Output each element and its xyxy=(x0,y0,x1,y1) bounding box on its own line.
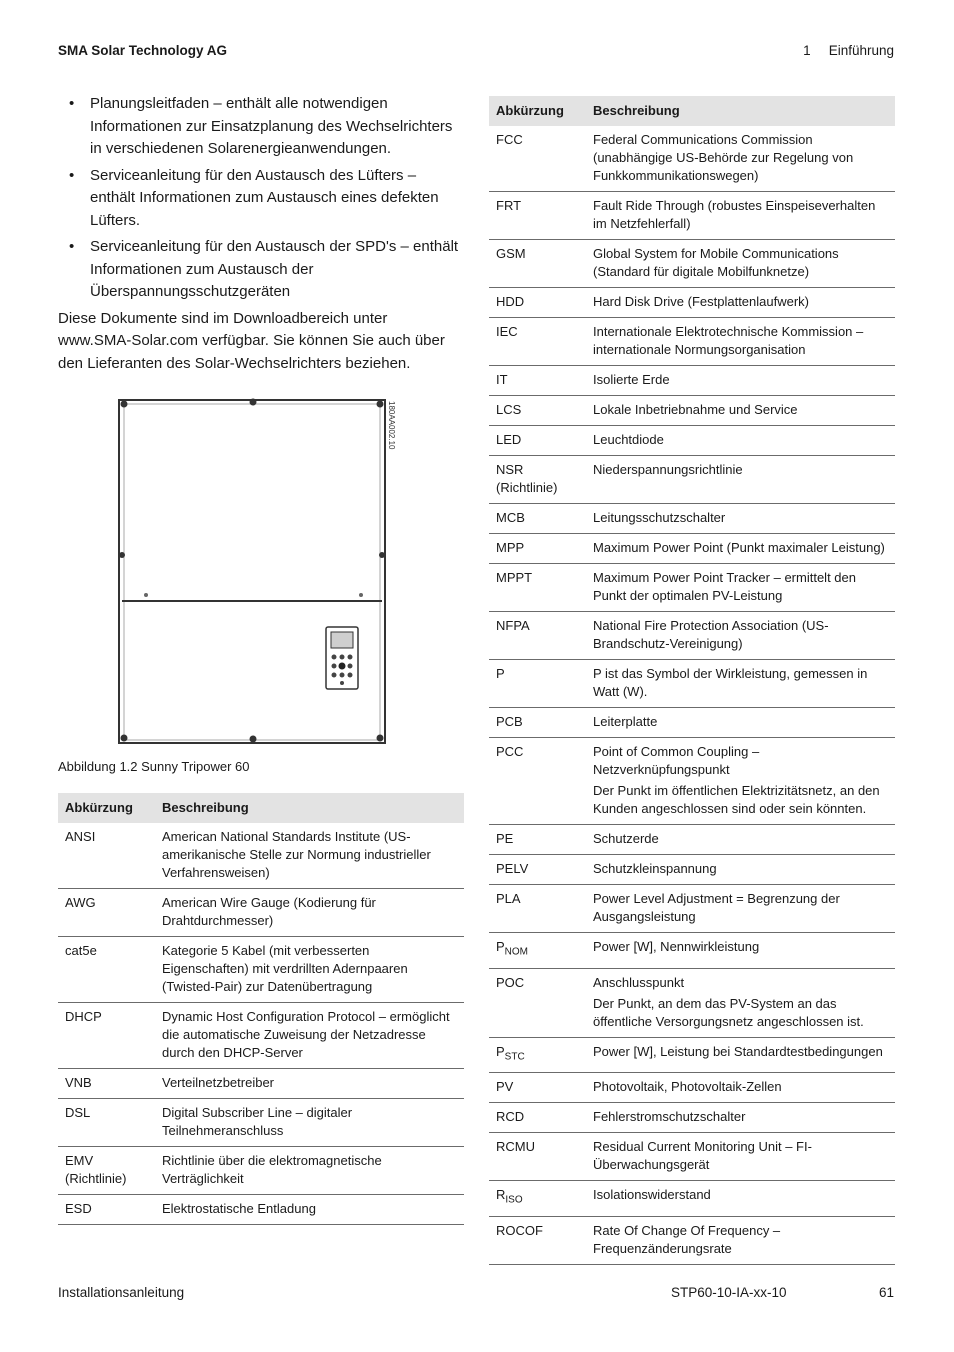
abbreviation-text: P xyxy=(496,666,505,681)
abbreviation-text: ROCOF xyxy=(496,1222,543,1238)
table-row xyxy=(489,318,895,366)
description-text-secondary: Der Punkt im öffentlichen Elektrizitätsnetz, an den Kunden angeschlossen sind oder sein könnten. xyxy=(593,783,880,816)
chapter-number: 1 xyxy=(803,43,811,58)
table-row xyxy=(489,612,895,660)
abbreviation-cell xyxy=(489,1133,586,1181)
abbreviation-cell xyxy=(489,1181,586,1217)
table-row xyxy=(489,738,895,825)
table-row xyxy=(58,1195,464,1225)
abbreviation-cell xyxy=(58,823,155,889)
table-row xyxy=(489,192,895,240)
abbreviation-text: FRT xyxy=(496,198,522,213)
abbreviation-cell xyxy=(489,318,586,366)
inverter-figure xyxy=(116,395,409,747)
chapter-title: Einführung xyxy=(828,43,894,58)
description-text: Richtlinie über die elektromagnetische Verträglichkeit xyxy=(162,1153,382,1186)
abbreviation-text: GSM xyxy=(496,246,526,261)
abbreviation-cell xyxy=(489,396,586,426)
description-cell xyxy=(155,823,464,889)
description-text: Leuchtdiode xyxy=(593,432,664,447)
table-row xyxy=(489,534,895,564)
description-text: Schutzkleinspannung xyxy=(593,861,717,876)
description-text: Dynamic Host Configuration Protocol – ermöglicht die automatische Zuweisung der Netzadresse durch den DHCP-Server xyxy=(162,1009,450,1060)
description-text: Fault Ride Through (robustes Einspeiseverhalten im Netzfehlerfall) xyxy=(593,198,876,231)
table-row xyxy=(489,855,895,885)
abbreviation-cell xyxy=(489,968,586,1037)
abbreviation-text: MPPT xyxy=(496,570,533,585)
page-number: 61 xyxy=(878,1285,894,1300)
abbreviation-cell xyxy=(58,1069,155,1099)
description-text: Internationale Elektrotechnische Kommission – internationale Normungsorganisation xyxy=(593,324,864,357)
description-text: Rate Of Change Of Frequency – Frequenzänderungsrate xyxy=(593,1222,781,1256)
table-row xyxy=(489,426,895,456)
description-text: Lokale Inbetriebnahme und Service xyxy=(593,402,798,417)
abbreviation-text: EMV (Richtlinie) xyxy=(65,1153,127,1186)
description-text: Point of Common Coupling – Netzverknüpfungspunkt xyxy=(593,744,760,777)
description-cell xyxy=(586,564,895,612)
abbreviation-text: cat5e xyxy=(65,943,97,958)
description-text: Photovoltaik, Photovoltaik-Zellen xyxy=(593,1079,782,1095)
table-row xyxy=(489,126,895,192)
description-text-secondary: Der Punkt, an dem das PV-System an das öffentliche Versorgungsnetz angeschlossen ist. xyxy=(593,995,864,1029)
abbreviation-cell xyxy=(489,366,586,396)
table-row xyxy=(489,1133,895,1181)
abbreviation-text: PLA xyxy=(496,891,521,906)
description-cell xyxy=(155,1099,464,1147)
list-item: • Planungsleitfaden – enthält alle notwendigen Informationen zur Einsatzplanung des Wechselrichters in verschiedenen Solarenergieanwendungen. xyxy=(58,93,464,161)
abbreviation-cell xyxy=(489,612,586,660)
description-cell xyxy=(586,885,895,933)
description-text: Maximum Power Point Tracker – ermittelt den Punkt der optimalen PV-Leistung xyxy=(593,570,856,603)
table-row xyxy=(489,933,895,969)
description-cell xyxy=(586,612,895,660)
description-text: Kategorie 5 Kabel (mit verbesserten Eigenschaften) mit verdrillten Adernpaaren (Twisted-Pair) zur Datenübertragung xyxy=(162,943,408,994)
description-cell xyxy=(155,1147,464,1195)
description-cell xyxy=(586,1133,895,1181)
description-text: Fehlerstromschutzschalter xyxy=(593,1109,746,1125)
abbreviation-text: IEC xyxy=(496,324,518,339)
table-row xyxy=(489,968,895,1037)
table-row xyxy=(489,1181,895,1217)
header-description: Beschreibung xyxy=(155,793,464,823)
table-row xyxy=(489,708,895,738)
abbreviation-cell xyxy=(489,504,586,534)
description-cell xyxy=(586,366,895,396)
header-company: SMA Solar Technology AG xyxy=(58,43,228,58)
abbreviation-cell xyxy=(58,1003,155,1069)
table-row xyxy=(489,396,895,426)
description-cell xyxy=(586,396,895,426)
abbreviation-cell xyxy=(58,889,155,937)
list-item: • Serviceanleitung für den Austausch des Lüfters – enthält Informationen zum Austausch eines defekten Lüfters. xyxy=(58,165,464,233)
description-text: Power [W], Nennwirkleistung xyxy=(593,939,760,954)
abbreviation-text: LCS xyxy=(496,402,522,417)
abbreviation-text: PV xyxy=(496,1079,514,1095)
table-row xyxy=(489,240,895,288)
description-cell xyxy=(586,825,895,855)
description-text: Isolationswiderstand xyxy=(593,1187,711,1203)
header-description: Beschreibung xyxy=(586,96,895,126)
description-cell xyxy=(155,937,464,1003)
table-row xyxy=(489,660,895,708)
document-list xyxy=(58,93,464,304)
table-row xyxy=(489,456,895,504)
abbreviation-text: ANSI xyxy=(65,829,96,844)
abbreviation-text: POC xyxy=(496,974,525,990)
description-cell xyxy=(586,708,895,738)
abbreviation-cell xyxy=(489,1037,586,1073)
description-text: Schutzerde xyxy=(593,831,659,846)
abbreviation-text: HDD xyxy=(496,294,525,309)
description-cell xyxy=(586,1216,895,1264)
footer-doc-type: Installationsanleitung xyxy=(58,1285,185,1300)
abbreviation-cell xyxy=(489,660,586,708)
description-text: National Fire Protection Association (US-Brandschutz-Vereinigung) xyxy=(593,618,829,651)
table-row xyxy=(58,937,464,1003)
description-cell xyxy=(586,456,895,504)
abbreviation-subscript: ISO xyxy=(505,1194,523,1206)
abbreviation-table-right xyxy=(489,96,895,1265)
abbreviation-text: ESD xyxy=(65,1201,92,1216)
abbreviation-text: PE xyxy=(496,831,514,846)
table-row xyxy=(489,1073,895,1103)
abbreviation-cell xyxy=(489,534,586,564)
description-cell xyxy=(155,1195,464,1225)
abbreviation-text: AWG xyxy=(65,895,96,910)
table-row xyxy=(489,564,895,612)
description-cell xyxy=(586,288,895,318)
description-cell xyxy=(586,1103,895,1133)
description-text: Elektrostatische Entladung xyxy=(162,1201,316,1216)
abbreviation-cell xyxy=(489,426,586,456)
description-cell xyxy=(586,126,895,192)
abbreviation-cell xyxy=(489,738,586,825)
description-text: American National Standards Institute (US-amerikanische Stelle zur Normung industrieller Verfahrensweisen) xyxy=(162,829,431,880)
abbreviation-cell xyxy=(489,708,586,738)
table-row xyxy=(489,1103,895,1133)
description-text: Global System for Mobile Communications (Standard für digitale Mobilfunknetze) xyxy=(593,246,839,279)
description-cell xyxy=(586,738,895,825)
description-cell xyxy=(586,855,895,885)
inverter-drawing xyxy=(116,395,409,747)
abbreviation-text: VNB xyxy=(65,1075,92,1090)
description-cell xyxy=(586,240,895,288)
abbreviation-text: NFPA xyxy=(496,618,530,633)
description-text: Power [W], Leistung bei Standardtestbedingungen xyxy=(593,1043,883,1059)
description-cell xyxy=(586,426,895,456)
abbreviation-text: RCD xyxy=(496,1109,525,1125)
header-chapter xyxy=(803,43,894,58)
body-paragraph: Diese Dokumente sind im Downloadbereich unter www.SMA-Solar.com verfügbar. Sie können Sie auch über den Lieferanten des Solar-Wechselrichters beziehen. xyxy=(58,309,445,372)
description-text: Residual Current Monitoring Unit – FI-Überwachungsgerät xyxy=(593,1139,812,1173)
abbreviation-cell xyxy=(489,456,586,504)
figure-caption: Abbildung 1.2 Sunny Tripower 60 xyxy=(58,759,250,774)
abbreviation-text: PCC xyxy=(496,744,524,759)
table-row xyxy=(58,1003,464,1069)
table-row xyxy=(489,288,895,318)
description-text: Niederspannungsrichtlinie xyxy=(593,462,743,477)
list-item: • Serviceanleitung für den Austausch der SPD's – enthält Informationen zum Austausch der Überspannungsschutzgeräten xyxy=(58,236,464,304)
abbreviation-cell xyxy=(58,1147,155,1195)
description-text: Maximum Power Point (Punkt maximaler Leistung) xyxy=(593,540,885,555)
table-row xyxy=(489,504,895,534)
description-cell xyxy=(586,660,895,708)
abbreviation-subscript: NOM xyxy=(504,946,529,958)
abbreviation-text: IT xyxy=(496,372,508,387)
description-cell xyxy=(586,933,895,969)
footer-doc-code: STP60-10-IA-xx-10 xyxy=(671,1285,787,1300)
abbreviation-text: MPP xyxy=(496,540,525,555)
table-row xyxy=(489,885,895,933)
abbreviation-cell xyxy=(489,192,586,240)
left-column xyxy=(58,93,464,375)
description-cell xyxy=(586,968,895,1037)
description-cell xyxy=(586,192,895,240)
abbreviation-text: P xyxy=(496,939,505,954)
description-cell xyxy=(586,504,895,534)
table-row xyxy=(58,1147,464,1195)
abbreviation-text: PELV xyxy=(496,861,529,876)
description-text: Hard Disk Drive (Festplattenlaufwerk) xyxy=(593,294,810,309)
abbreviation-cell xyxy=(489,1103,586,1133)
abbreviation-text: PCB xyxy=(496,714,523,729)
description-cell xyxy=(155,1003,464,1069)
description-text: P ist das Symbol der Wirkleistung, gemessen in Watt (W). xyxy=(593,666,868,699)
table-row xyxy=(489,825,895,855)
abbreviation-cell xyxy=(489,240,586,288)
abbreviation-subscript: STC xyxy=(504,1051,525,1063)
table-row xyxy=(489,1216,895,1264)
abbreviation-cell xyxy=(58,1195,155,1225)
description-text: American Wire Gauge (Kodierung für Drahtdurchmesser) xyxy=(162,895,376,928)
description-text: Anschlusspunkt xyxy=(593,974,685,990)
description-cell xyxy=(155,889,464,937)
abbreviation-cell xyxy=(489,855,586,885)
description-text: Isolierte Erde xyxy=(593,372,670,387)
table-row xyxy=(58,889,464,937)
abbreviation-text: DHCP xyxy=(65,1009,102,1024)
abbreviation-cell xyxy=(489,126,586,192)
abbreviation-text: DSL xyxy=(65,1105,91,1120)
abbreviation-cell xyxy=(489,1073,586,1103)
description-cell xyxy=(586,1037,895,1073)
header-abbreviation: Abkürzung xyxy=(58,793,155,823)
description-text: Verteilnetzbetreiber xyxy=(162,1075,275,1090)
abbreviation-cell xyxy=(489,564,586,612)
header-abbreviation: Abkürzung xyxy=(489,96,586,126)
abbreviation-text: MCB xyxy=(496,510,525,525)
table-row xyxy=(489,1037,895,1073)
abbreviation-cell xyxy=(58,1099,155,1147)
abbreviation-text: LED xyxy=(496,432,522,447)
description-text: Power Level Adjustment = Begrenzung der Ausgangsleistung xyxy=(593,891,840,924)
description-cell xyxy=(586,1073,895,1103)
abbreviation-table-left xyxy=(58,793,464,1225)
abbreviation-cell xyxy=(489,933,586,969)
abbreviation-cell xyxy=(489,885,586,933)
table-row xyxy=(58,1099,464,1147)
abbreviation-cell xyxy=(489,825,586,855)
abbreviation-cell xyxy=(489,1216,586,1264)
figure-code: 180AA002.10 xyxy=(387,401,396,450)
abbreviation-text: NSR (Richtlinie) xyxy=(496,462,558,495)
abbreviation-cell xyxy=(489,288,586,318)
description-text: Leitungsschutzschalter xyxy=(593,510,726,525)
description-cell xyxy=(155,1069,464,1099)
description-cell xyxy=(586,1181,895,1217)
description-cell xyxy=(586,318,895,366)
description-cell xyxy=(586,534,895,564)
description-text: Leiterplatte xyxy=(593,714,658,729)
table-row xyxy=(489,366,895,396)
abbreviation-text: R xyxy=(496,1187,506,1203)
table-row xyxy=(58,1069,464,1099)
description-text: Digital Subscriber Line – digitaler Teilnehmeranschluss xyxy=(162,1105,353,1138)
abbreviation-text: RCMU xyxy=(496,1139,535,1155)
table-row xyxy=(58,823,464,889)
description-text: Federal Communications Commission (unabhängige US-Behörde zur Regelung von Funkkommunikationswegen) xyxy=(593,132,854,183)
abbreviation-text: P xyxy=(496,1043,505,1059)
abbreviation-text: FCC xyxy=(496,132,523,147)
abbreviation-cell xyxy=(58,937,155,1003)
